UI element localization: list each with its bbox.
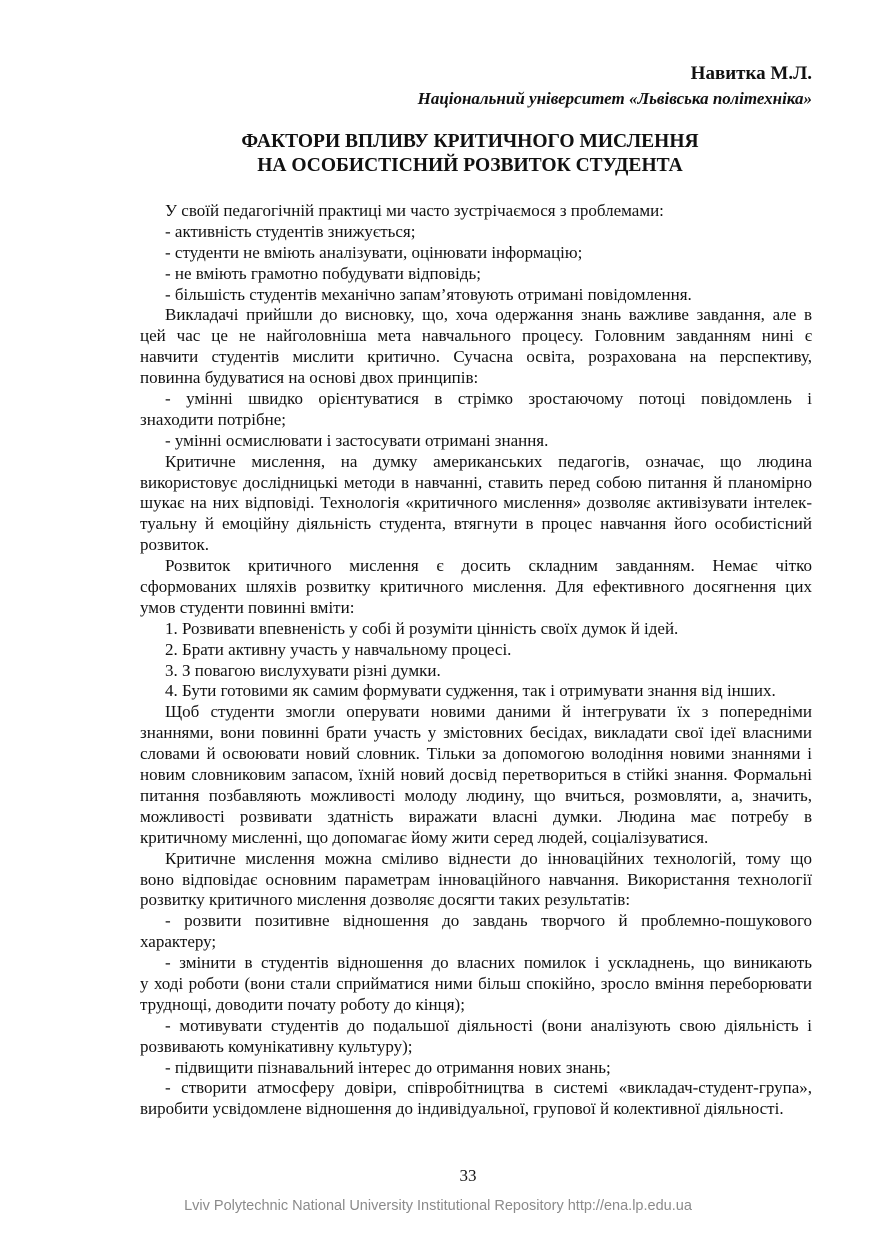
page-number: 33 xyxy=(459,1166,477,1185)
text-line: навчити студентів мислити критично. Сучасна освіта, розрахована на перспективу, xyxy=(140,347,812,367)
repository-footer: Lviv Polytechnic National University Institutional Repository http://ena.lp.edu.ua xyxy=(184,1198,692,1214)
text-line: 1. Розвивати впевненість у собі й розуміти цінність своїх думок й ідей. xyxy=(165,618,679,638)
text-line: умов студенти повинні вміти: xyxy=(140,597,355,617)
text-line: 3. З повагою вислухувати різні думки. xyxy=(165,660,441,680)
article-body xyxy=(140,201,812,1120)
text-line: словами й освоювати новий словник. Тільки за допомогою володіння новими знаннями і xyxy=(140,744,812,764)
text-line: Розвиток критичного мислення є досить складним завданням. Немає чітко xyxy=(165,556,812,576)
text-line: - студенти не вміють аналізувати, оцінювати інформацію; xyxy=(165,242,583,262)
text-line: - не вміють грамотно побудувати відповідь; xyxy=(165,263,481,283)
text-line: воно відповідає основним параметрам інноваційного навчання. Використання технології xyxy=(140,869,812,889)
text-line: у ході роботи (вони стали сприйматися ними більш спокійно, зросло вміння переборювати xyxy=(140,973,812,993)
text-line: шукає на них відповіді. Технологія «критичного мислення» дозволяє активізувати інтелек- xyxy=(140,493,812,513)
text-line: знаходити потрібне; xyxy=(140,409,286,429)
text-line: труднощі, доводити почату роботу до кінця); xyxy=(140,994,465,1014)
text-line: 2. Брати активну участь у навчальному процесі. xyxy=(165,639,512,659)
text-line: Викладачі прийшли до висновку, що, хоча одержання знань важливе завдання, але в xyxy=(165,305,812,325)
text-line: - активність студентів знижується; xyxy=(165,221,416,241)
article-title-line-2: НА ОСОБИСТІСНИЙ РОЗВИТОК СТУДЕНТА xyxy=(257,155,683,176)
author-name: Навитка М.Л. xyxy=(690,63,812,84)
author-affiliation: Національний університет «Львівська політехніка» xyxy=(417,89,812,108)
text-line: цей час це не найголовніша мета навчального процесу. Головним завданням нині є xyxy=(140,326,812,346)
text-line: характеру; xyxy=(140,932,217,952)
text-line: критичному мисленні, що допомагає йому жити серед людей, соціалізуватися. xyxy=(140,827,709,847)
text-line: У своїй педагогічній практиці ми часто зустрічаємося з проблемами: xyxy=(165,201,664,220)
text-line: - створити атмосферу довіри, співробітництва в системі «викладач-студент-група», xyxy=(165,1078,812,1098)
text-line: Критичне мислення можна сміливо віднести до інноваційних технологій, тому що xyxy=(165,848,812,868)
text-line: сформованих шляхів розвитку критичного мислення. Для ефективного досягнення цих xyxy=(140,577,812,597)
text-line: знаннями, вони повинні брати участь у змістовних бесідах, викладати свої ідеї власними xyxy=(140,723,812,743)
text-line: - змінити в студентів відношення до власних помилок і ускладнень, що виникають xyxy=(165,953,812,973)
text-line: Критичне мислення, на думку американських педагогів, означає, що людина xyxy=(165,451,812,471)
text-line: виробити усвідомлене відношення до індивідуальної, групової й колективної діяльності. xyxy=(140,1099,784,1119)
text-line: використовує дослідницькі методи в навчанні, ставить перед собою питання й планомірно xyxy=(140,472,812,492)
text-line: Щоб студенти змогли оперувати новими даними й інтегрувати їх з попередніми xyxy=(165,702,812,722)
text-line: - умінні швидко орієнтуватися в стрімко зростаючому потоці повідомлень і xyxy=(165,389,812,409)
article-title-line-1: ФАКТОРИ ВПЛИВУ КРИТИЧНОГО МИСЛЕННЯ xyxy=(241,131,699,152)
text-line: - мотивувати студентів до подальшої діяльності (вони аналізують свою діяльність і xyxy=(165,1015,812,1035)
text-line: - більшість студентів механічно запам’ятовують отримані повідомлення. xyxy=(165,284,692,304)
text-line: можливості розвивати здатність виражати власні думки. Людина має потребу в xyxy=(140,806,812,826)
text-line: туальну й емоційну діяльність студента, втягнути в процес навчання його особистісний xyxy=(140,514,812,534)
text-line: питання позбавляють можливості молоду людину, що вчиться, розмовляти, а, значить, xyxy=(140,785,812,805)
text-line: - розвити позитивне відношення до завдань творчого й проблемно-пошукового xyxy=(165,911,812,931)
text-line: - підвищити пізнавальний інтерес до отримання нових знань; xyxy=(165,1057,611,1077)
text-line: розвитку критичного мислення дозволяє досягти таких результатів: xyxy=(140,890,631,910)
text-line: - умінні осмислювати і застосувати отримані знання. xyxy=(165,430,549,450)
text-line: повинна будуватися на основі двох принципів: xyxy=(140,368,479,388)
text-line: розвиток. xyxy=(140,535,210,555)
text-line: розвивають комунікативну культуру); xyxy=(140,1036,413,1056)
text-line: новим словниковим запасом, їхній новий досвід перетвориться в стійкі знання. Формальні xyxy=(140,765,812,785)
text-line: 4. Бути готовими як самим формувати судження, так і отримувати знання від інших. xyxy=(165,681,776,701)
